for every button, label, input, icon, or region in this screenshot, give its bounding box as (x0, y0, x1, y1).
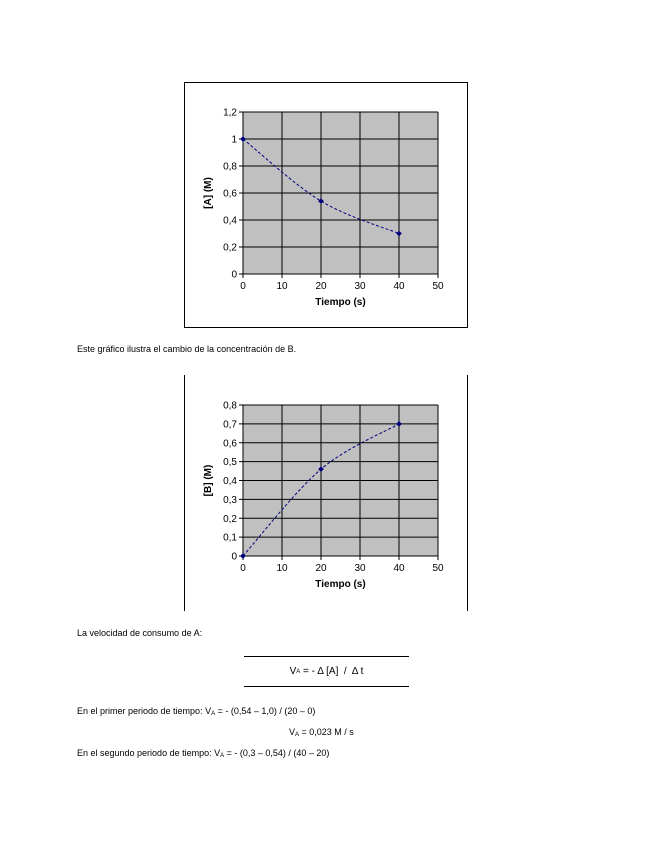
x-tick-label: 10 (276, 563, 288, 574)
x-tick-label: 50 (432, 281, 444, 292)
y-tick-label: 0,7 (223, 419, 237, 431)
chart-caption: Este gráfico ilustra el cambio de la concentración de B. (77, 344, 297, 354)
formula-rest: = - Δ [A] / Δ t (300, 666, 364, 677)
y-tick-label: 1,2 (223, 107, 237, 119)
x-tick-label: 0 (240, 281, 246, 292)
x-tick-label: 10 (276, 281, 288, 292)
chart-concentration-b (184, 375, 468, 611)
y-tick-label: 0,2 (223, 242, 237, 254)
y-tick-label: 0,4 (223, 215, 237, 227)
first-sub: A (211, 711, 216, 717)
second-period-line (77, 748, 329, 759)
y-tick-label: 0,3 (223, 494, 237, 506)
x-axis-title: Tiempo (s) (315, 579, 366, 590)
second-prefix: En el segundo periodo de tiempo: V (77, 748, 221, 758)
x-tick-label: 30 (354, 281, 366, 292)
first-prefix: En el primer periodo de tiempo: V (77, 706, 212, 716)
y-tick-label: 0 (231, 269, 237, 281)
x-tick-label: 0 (240, 563, 246, 574)
y-tick-label: 0,8 (223, 161, 237, 173)
y-tick-label: 0,2 (223, 513, 237, 525)
chart-concentration-a (184, 82, 468, 328)
x-tick-label: 40 (393, 563, 405, 574)
y-tick-label: 0,4 (223, 476, 237, 487)
x-tick-label: 30 (354, 563, 366, 574)
x-axis-title: Tiempo (s) (315, 297, 366, 308)
formula-sub: A (296, 668, 301, 675)
chart-b-svg (185, 375, 467, 611)
y-tick-label: 0,8 (223, 400, 237, 412)
second-rest: = - (0,3 – 0,54) / (40 – 20) (224, 748, 330, 758)
result-rest: = 0,023 M / s (299, 727, 354, 737)
velocity-intro: La velocidad de consumo de A: (77, 628, 203, 638)
first-rest: = - (0,54 – 1,0) / (20 – 0) (215, 706, 316, 716)
y-tick-label: 0,6 (223, 188, 237, 200)
y-axis-title: [A] (M) (203, 177, 214, 209)
result-v: V (289, 727, 296, 737)
formula-v: V (289, 666, 297, 677)
y-tick-label: 1 (231, 134, 237, 146)
y-tick-label: 0,5 (223, 457, 237, 469)
y-tick-label: 0,6 (223, 438, 237, 450)
x-tick-label: 50 (432, 563, 444, 574)
x-tick-label: 40 (393, 281, 405, 292)
x-tick-label: 20 (315, 563, 327, 574)
y-axis-title: [B] (M) (203, 464, 214, 497)
y-tick-label: 0,1 (223, 532, 237, 544)
y-tick-label: 0 (231, 551, 237, 563)
first-period-line (77, 706, 315, 717)
first-period-result (289, 727, 354, 738)
x-tick-label: 20 (315, 281, 327, 292)
chart-a-svg (185, 83, 467, 327)
second-sub: A (220, 753, 225, 759)
velocity-formula (244, 656, 409, 687)
result-sub: A (295, 732, 300, 738)
